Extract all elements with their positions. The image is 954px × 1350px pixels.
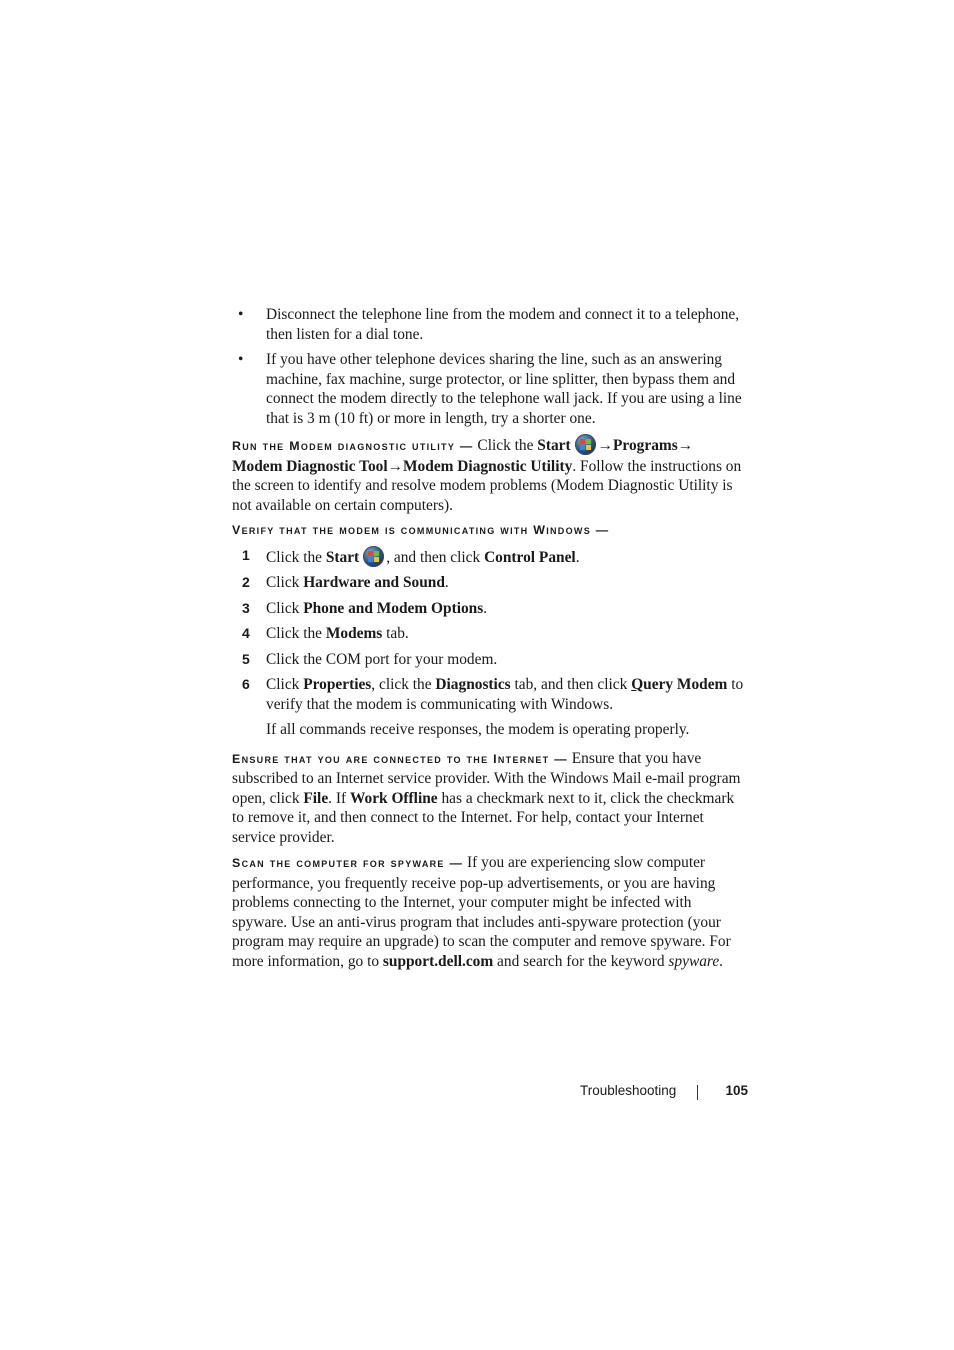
run-diagnostic-paragraph: Run the Modem diagnostic utility — Click the Start →Programs→ Modem Diagnostic Tool→Modem Diagnostic Utility. Follow the instructions on the screen to identify and resolve modem problems (Modem Diagnostic Utility is not available on certain computers). [232, 434, 747, 515]
bullet-symbol: • [238, 306, 244, 323]
support-site-label: support.dell.com [382, 952, 494, 970]
file-label: File [303, 789, 329, 807]
keyword-label: spyware [668, 952, 720, 970]
windows-start-icon [363, 546, 384, 567]
page-content [232, 305, 747, 977]
step-item: 2 Click Hardware and Sound. [242, 574, 449, 591]
step-item: 1 Click the Start , and then click Control Panel. [242, 546, 580, 566]
modem-diagnostic-tool-label: Modem Diagnostic Tool [232, 457, 388, 475]
page-number: 105 [725, 1083, 748, 1098]
ensure-internet-paragraph: Ensure that you are connected to the Internet — Ensure that you have subscribed to an Internet service provider. With the Windows Mail e-mail program open, click File. If Work Offline has a checkmark next to it, click the checkmark to remove it, and then connect to the Internet. For help, contact your Internet service provider. [232, 749, 741, 846]
bullet-text: Disconnect the telephone line from the modem and connect it to a telephone, then listen for a dial tone. [266, 306, 740, 343]
step-item: 3 Click Phone and Modem Options. [242, 599, 488, 617]
windows-start-icon [575, 434, 596, 455]
bullet-symbol: • [238, 351, 244, 368]
step-item: 4 Click the Modems tab. [242, 625, 409, 642]
work-offline-label: Work Offline [349, 789, 438, 807]
step-number: 6 [242, 676, 250, 692]
page-footer [580, 1083, 748, 1103]
footer-section-title: Troubleshooting [580, 1083, 677, 1098]
start-label: Start [537, 437, 571, 454]
footer-separator [697, 1085, 698, 1100]
arrow-icon: → [387, 457, 404, 475]
arrow-icon: → [677, 437, 694, 454]
step-number: 5 [242, 650, 250, 667]
bullet-item [232, 350, 747, 428]
step-number: 3 [242, 599, 250, 616]
step-item: 6 Click Properties, click the Diagnostics tab, and then click Query Modem to verify that the modem is communicating with Windows. [242, 676, 744, 713]
modem-diagnostic-utility-label: Modem Diagnostic Utility [403, 457, 573, 475]
bullet-list [232, 305, 747, 428]
step-number: 2 [242, 574, 250, 590]
ensure-internet-heading: Ensure that you are connected to the Internet — [232, 751, 568, 766]
scan-spyware-heading: Scan the computer for spyware — [232, 856, 464, 870]
step-note: If all commands receive responses, the modem is operating properly. [266, 721, 690, 738]
run-diagnostic-heading: Run the Modem diagnostic utility — [232, 439, 474, 453]
bullet-item [232, 305, 747, 344]
step-number: 4 [242, 625, 250, 641]
programs-label: Programs [613, 437, 678, 454]
step-number: 1 [242, 546, 250, 563]
step-item: 5 Click the COM port for your modem. [242, 650, 498, 668]
scan-spyware-paragraph: Scan the computer for spyware — If you are experiencing slow computer performance, you frequently receive pop-up advertisements, or you are having problems connecting to the Internet, your computer might be infected with spyware. Use an anti-virus program that includes anti-spyware protection (your program may require an upgrade) to scan the computer and remove spyware. For more information, go to support.dell.com and search for the keyword spyware. [232, 854, 731, 970]
arrow-icon: → [597, 437, 614, 454]
bullet-text: If you have other telephone devices sharing the line, such as an answering machine, fax machine, surge protector, or line splitter, then bypass them and connect the modem directly to the telephone wall jack. If you are using a line that is 3 m (10 ft) or more in length, try a shorter one. [266, 351, 742, 427]
verify-heading: Verify that the modem is communicating with Windows — [232, 523, 610, 537]
verify-steps [232, 546, 747, 740]
